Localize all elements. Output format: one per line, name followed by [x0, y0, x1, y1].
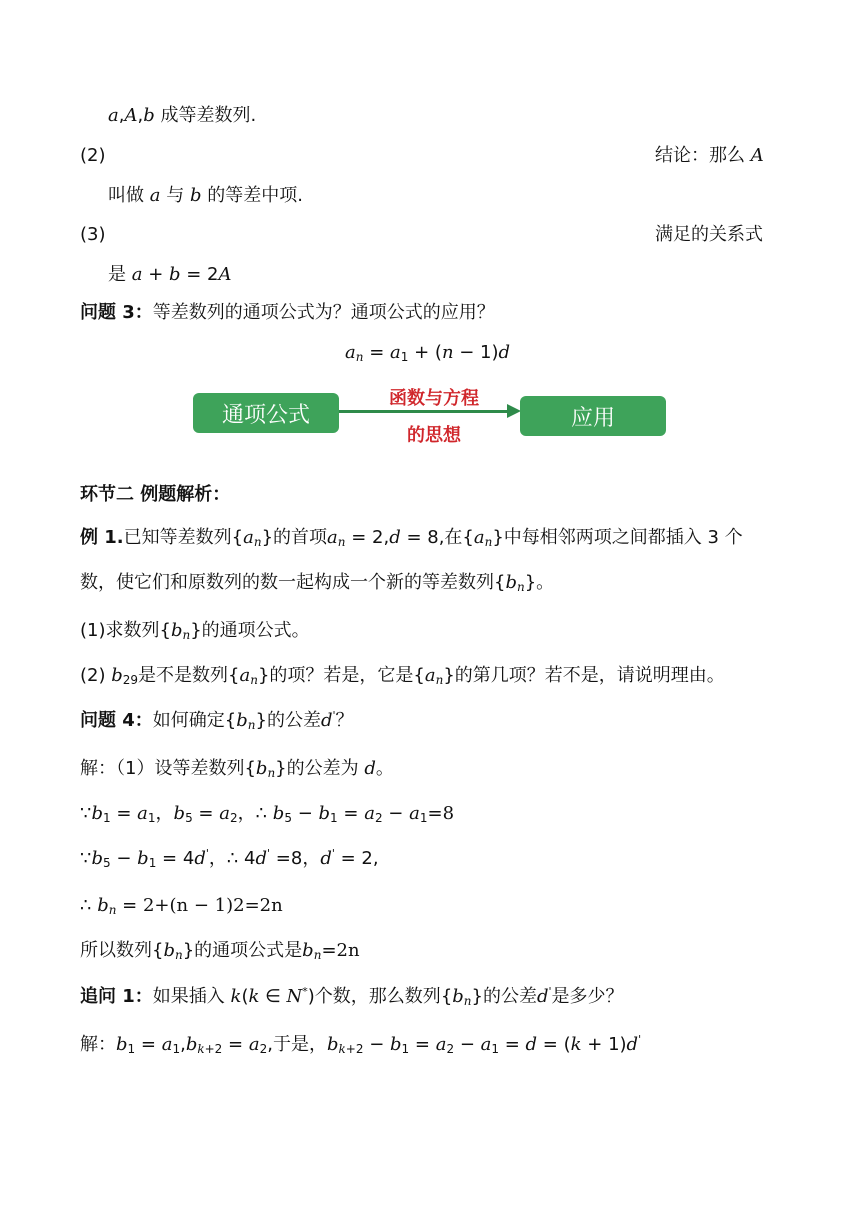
example-1-line-2: 数，使它们和原数列的数一起构成一个新的等差数列$\{b_n\}$。	[80, 572, 555, 594]
follow-up-question-1: 追问 1：如果插入 k(k ∈ N*)个数，那么数列$\{b_n\}$的公差d'是多少？	[80, 985, 624, 1008]
flow-label-top: 函数与方程	[389, 388, 479, 409]
section-heading: 环节二 例题解析：	[80, 484, 231, 505]
line-abA-arith: a,A,b 成等差数列.	[108, 105, 257, 126]
text: 成等差数列.	[160, 105, 257, 126]
relation-label: 满足的关系式	[655, 224, 763, 245]
example-1-part-1: (1)求数列$\{b_n\}$的通项公式。	[80, 620, 310, 642]
general-term-formula: $a_n = a_1 + (n - 1)d$	[345, 342, 511, 364]
conclusion-line: 结论：那么 A	[655, 145, 764, 166]
flow-label-bottom: 的思想	[407, 425, 461, 446]
solution-step-2: $\because b_5 - b_1 = 4d'$，∴ 4d' =8，d' = 2,	[80, 847, 379, 870]
question-3-label: 问题 3：	[80, 302, 153, 323]
general-term-box: 通项公式	[193, 393, 339, 433]
question-4: 问题 4：如何确定$\{b_n\}$的公差d'？	[80, 709, 354, 732]
item-3-number: (3)	[80, 224, 106, 245]
solution-conclusion: 所以数列$\{b_n\}$的通项公式是$b_n=2n$	[80, 940, 360, 962]
flow-arrow-head	[507, 404, 521, 418]
solution-step-1: $\because b_1 = a_1$，$b_5 = a_2$，∴ $b_5 - b_1 = a_2 - a_1=8$	[80, 803, 455, 825]
solution-2: 解：$b_1 = a_1,b_{k+2} = a_2$,于是，$b_{k+2} - b_1 = a_2 - a_1 = d = (k + 1)d'$	[80, 1033, 642, 1056]
flow-arrow-line	[339, 410, 509, 413]
item-2-number: (2)	[80, 145, 106, 166]
example-1-line-1: 例 1.已知等差数列$\{a_n\}$的首项$a_n = 2,d = 8$,在$\{a_n\}$中每相邻两项之间都插入 3 个	[80, 527, 743, 549]
example-1-part-2: (2) $b_{29}$是不是数列$\{a_n\}$的项？若是，它是$\{a_n\}$的第几项？若不是，请说明理由。	[80, 665, 725, 687]
question-3	[80, 300, 495, 326]
solution-1-intro: 解：（1）设等差数列$\{b_n\}$的公差为 d。	[80, 758, 394, 780]
relation-formula: 是 a + b = 2A	[108, 264, 232, 285]
question-3-text: 等差数列的通项公式为？通项公式的应用？	[152, 302, 495, 323]
solution-step-3: ∴ $b_n = 2+(n - 1)2=2n$	[80, 895, 283, 917]
application-box: 应用	[520, 396, 666, 436]
arith-mean-definition: 叫做 a 与 b 的等差中项.	[108, 185, 303, 206]
